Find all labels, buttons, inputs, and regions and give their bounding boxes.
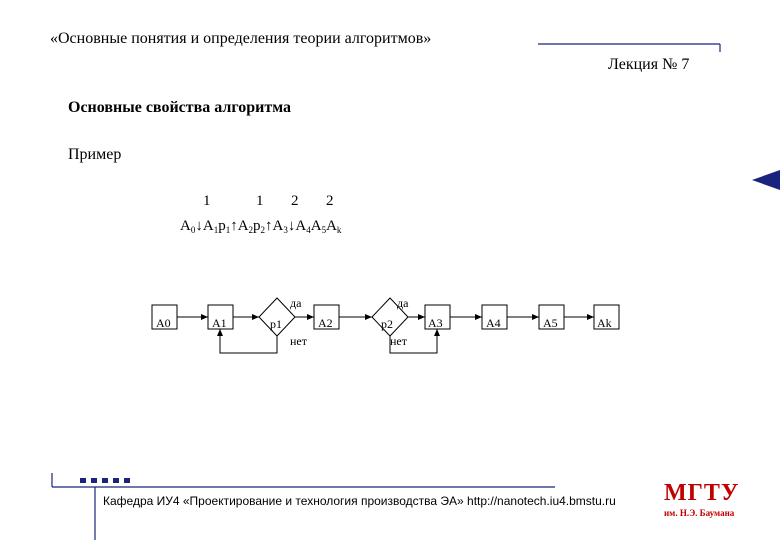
lecture-number: Лекция № 7 (608, 56, 690, 73)
box-label: Ak (597, 316, 612, 330)
university-logo-subtitle: им. Н.Э. Баумана (664, 508, 735, 518)
example-label: Пример (68, 146, 122, 163)
no-label: нет (390, 334, 407, 348)
box-label: A2 (318, 316, 333, 330)
box-label: A4 (486, 316, 501, 330)
section-heading: Основные свойства алгоритма (68, 99, 292, 116)
condition-label: p2 (381, 317, 393, 331)
formula-sequence: $A_0↓A_1p_1↑A_2p_2↑A_3↓A_4A_5A_k$ (180, 218, 342, 235)
footer-department: Кафедра ИУ4 «Проектирование и технология производства ЭА» http://nanotech.iu4.bmstu.ru (103, 494, 616, 508)
yes-label: да (290, 296, 302, 310)
yes-label: да (397, 296, 409, 310)
formula-top-label: 2 (291, 193, 299, 209)
condition-label: p1 (270, 317, 282, 331)
formula-top-label: 1 (203, 193, 211, 209)
university-logo: МГТУ (664, 480, 740, 506)
box-label: A1 (212, 316, 227, 330)
formula-top-label: 1 (256, 193, 264, 209)
course-title: «Основные понятия и определения теории алгоритмов» (50, 30, 432, 47)
box-label: A5 (543, 316, 558, 330)
box-label: A0 (156, 316, 171, 330)
no-label: нет (290, 334, 307, 348)
box-label: A3 (428, 316, 443, 330)
loop-p1-to-A1 (220, 329, 277, 353)
formula-top-label: 2 (326, 193, 334, 209)
